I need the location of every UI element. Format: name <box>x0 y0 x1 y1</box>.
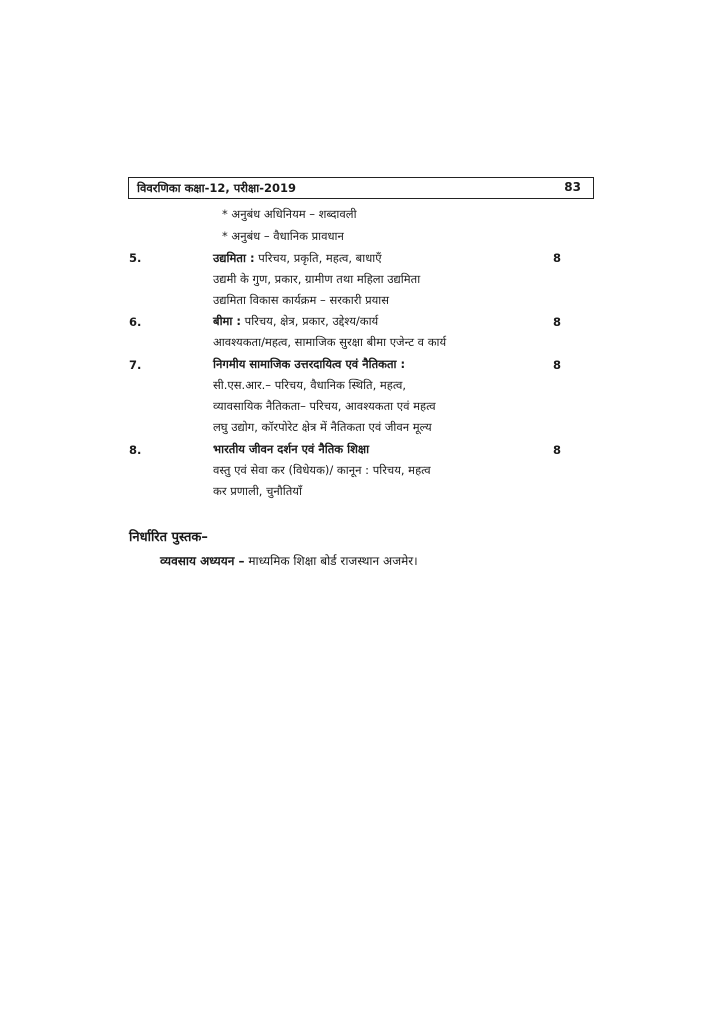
unit-line: लघु उद्योग, कॉरपोरेट क्षेत्र में नैतिकता एवं जीवन मूल्य <box>213 420 432 434</box>
unit-title: भारतीय जीवन दर्शन एवं नैतिक शिक्षा <box>213 442 370 456</box>
unit-line: उद्यमी के गुण, प्रकार, ग्रामीण तथा महिला उद्यमिता <box>213 272 421 286</box>
unit-heading <box>213 313 378 329</box>
book-title: व्यवसाय अध्ययन – <box>160 554 245 568</box>
bullet-item: * अनुबंध अधिनियम – शब्दावली <box>222 207 357 221</box>
unit-title: उद्यमिता : <box>213 251 255 265</box>
unit-heading <box>213 250 382 266</box>
unit-title: बीमा : <box>213 314 242 328</box>
unit-title: निगमीय सामाजिक उत्तरदायित्व एवं नैतिकता : <box>213 357 406 371</box>
unit-number: 7. <box>129 358 142 372</box>
unit-line: कर प्रणाली, चुनौतियाँ <box>213 484 302 498</box>
unit-line: उद्यमिता विकास कार्यक्रम – सरकारी प्रयास <box>213 293 390 307</box>
unit-marks: 8 <box>553 251 562 265</box>
page-header <box>128 177 594 199</box>
unit-line: व्यावसायिक नैतिकता– परिचय, आवश्यकता एवं महत्व <box>213 399 436 413</box>
unit-number: 8. <box>129 443 142 457</box>
unit-marks: 8 <box>553 315 562 329</box>
unit-line: आवश्यकता/महत्व, सामाजिक सुरक्षा बीमा एजेन्ट व कार्य <box>213 335 447 349</box>
book-publisher: माध्यमिक शिक्षा बोर्ड राजस्थान अजमेर। <box>244 554 418 568</box>
page-number: 83 <box>564 180 581 194</box>
unit-number: 6. <box>129 315 142 329</box>
unit-marks: 8 <box>553 358 562 372</box>
unit-heading <box>213 441 369 457</box>
prescribed-books-heading: निर्धारित पुस्तक– <box>129 530 208 545</box>
bullet-item: * अनुबंध – वैधानिक प्रावधान <box>222 229 344 243</box>
header-title: विवरणिका कक्षा-12, परीक्षा-2019 <box>137 181 296 195</box>
unit-heading <box>213 356 405 372</box>
unit-heading-rest: परिचय, प्रकृति, महत्व, बाधाएँ <box>254 251 382 265</box>
unit-marks: 8 <box>553 443 562 457</box>
unit-line: सी.एस.आर.– परिचय, वैधानिक स्थिति, महत्व, <box>213 378 406 392</box>
unit-heading-rest: परिचय, क्षेत्र, प्रकार, उद्देश्य/कार्य <box>241 314 379 328</box>
prescribed-book <box>160 552 418 569</box>
unit-line: वस्तु एवं सेवा कर (विधेयक)/ कानून : परिचय, महत्व <box>213 463 431 477</box>
unit-number: 5. <box>129 251 142 265</box>
